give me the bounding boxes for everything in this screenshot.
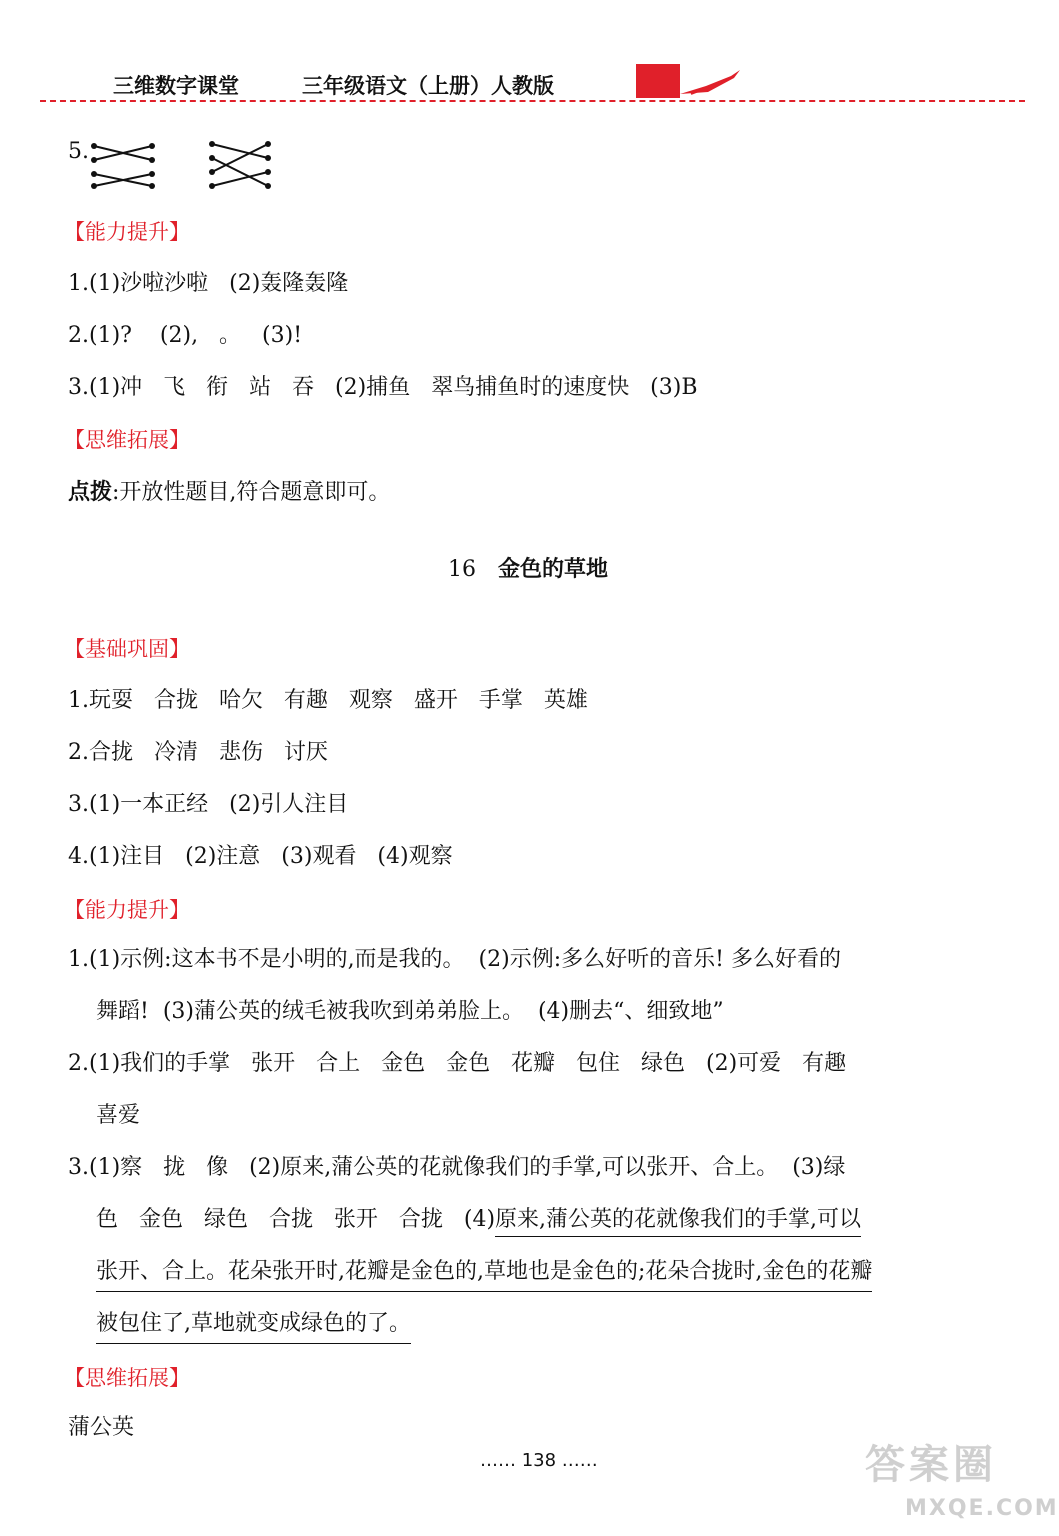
- answer-line: 蒲公英: [68, 1415, 135, 1440]
- q5-label: 5.: [68, 139, 89, 164]
- answer-line: 4.(1)注目 (2)注意 (3)观看 (4)观察: [68, 844, 453, 869]
- hint-line: [68, 477, 390, 508]
- watermark-logo: 答案圈: [865, 1442, 997, 1488]
- answer-line: [96, 1205, 861, 1235]
- lesson-name: 金色的草地: [498, 557, 609, 582]
- page-header: [0, 0, 1043, 115]
- page-number: …… 138 ……: [480, 1450, 598, 1471]
- series-name: 三维数字课堂: [113, 74, 239, 98]
- lesson-number: 16: [448, 557, 476, 582]
- rocket-logo-icon: [636, 64, 746, 104]
- header-divider: [40, 100, 1025, 102]
- hint-text: :开放性题目,符合题意即可。: [112, 480, 391, 505]
- section-thinking-15: 【思维拓展】: [64, 428, 190, 452]
- hint-label: 点拨: [68, 479, 113, 505]
- answer-line: 喜爱: [96, 1103, 141, 1128]
- underlined-answer: 原来,蒲公英的花就像我们的手掌,可以: [495, 1207, 861, 1237]
- answer-line: 舞蹈! (3)蒲公英的绒毛被我吹到弟弟脸上。 (4)删去“、细致地”: [96, 999, 724, 1024]
- section-thinking-16: 【思维拓展】: [64, 1366, 190, 1390]
- matching-lines-diagram: [88, 138, 288, 192]
- answer-line: 3.(1)冲 飞 衔 站 吞 (2)捕鱼 翠鸟捕鱼时的速度快 (3)B: [68, 375, 698, 400]
- answer-line: 2.(1)我们的手掌 张开 合上 金色 金色 花瓣 包住 绿色 (2)可爱 有趣: [68, 1051, 847, 1076]
- section-ability-15: 【能力提升】: [64, 220, 190, 244]
- answer-line: 2.合拢 冷清 悲伤 讨厌: [68, 740, 328, 765]
- underlined-answer: 被包住了,草地就变成绿色的了。: [96, 1309, 411, 1344]
- lesson-title: [448, 555, 608, 585]
- answer-line: 3.(1)察 拢 像 (2)原来,蒲公英的花就像我们的手掌,可以张开、合上。 (3)绿: [68, 1155, 846, 1180]
- watermark-url: MXQE.COM: [905, 1496, 1059, 1521]
- answer-line: 1.(1)沙啦沙啦 (2)轰隆轰隆: [68, 271, 349, 296]
- answer-line: 2.(1)? (2), 。 (3)!: [68, 323, 303, 348]
- underlined-answer: 张开、合上。花朵张开时,花瓣是金色的,草地也是金色的;花朵合拢时,金色的花瓣: [96, 1257, 872, 1292]
- answer-line: 1.玩耍 合拢 哈欠 有趣 观察 盛开 手掌 英雄: [68, 688, 588, 713]
- section-basics-16: 【基础巩固】: [64, 637, 190, 661]
- answer-line: 1.(1)示例:这本书不是小明的,而是我的。 (2)示例:多么好听的音乐! 多么好看的: [68, 947, 841, 972]
- book-title: 三年级语文（上册）人教版: [302, 74, 554, 98]
- section-ability-16: 【能力提升】: [64, 898, 190, 922]
- answer-line: 3.(1)一本正经 (2)引人注目: [68, 792, 349, 817]
- answer-text: 色 金色 绿色 合拢 张开 合拢 (4): [96, 1207, 496, 1232]
